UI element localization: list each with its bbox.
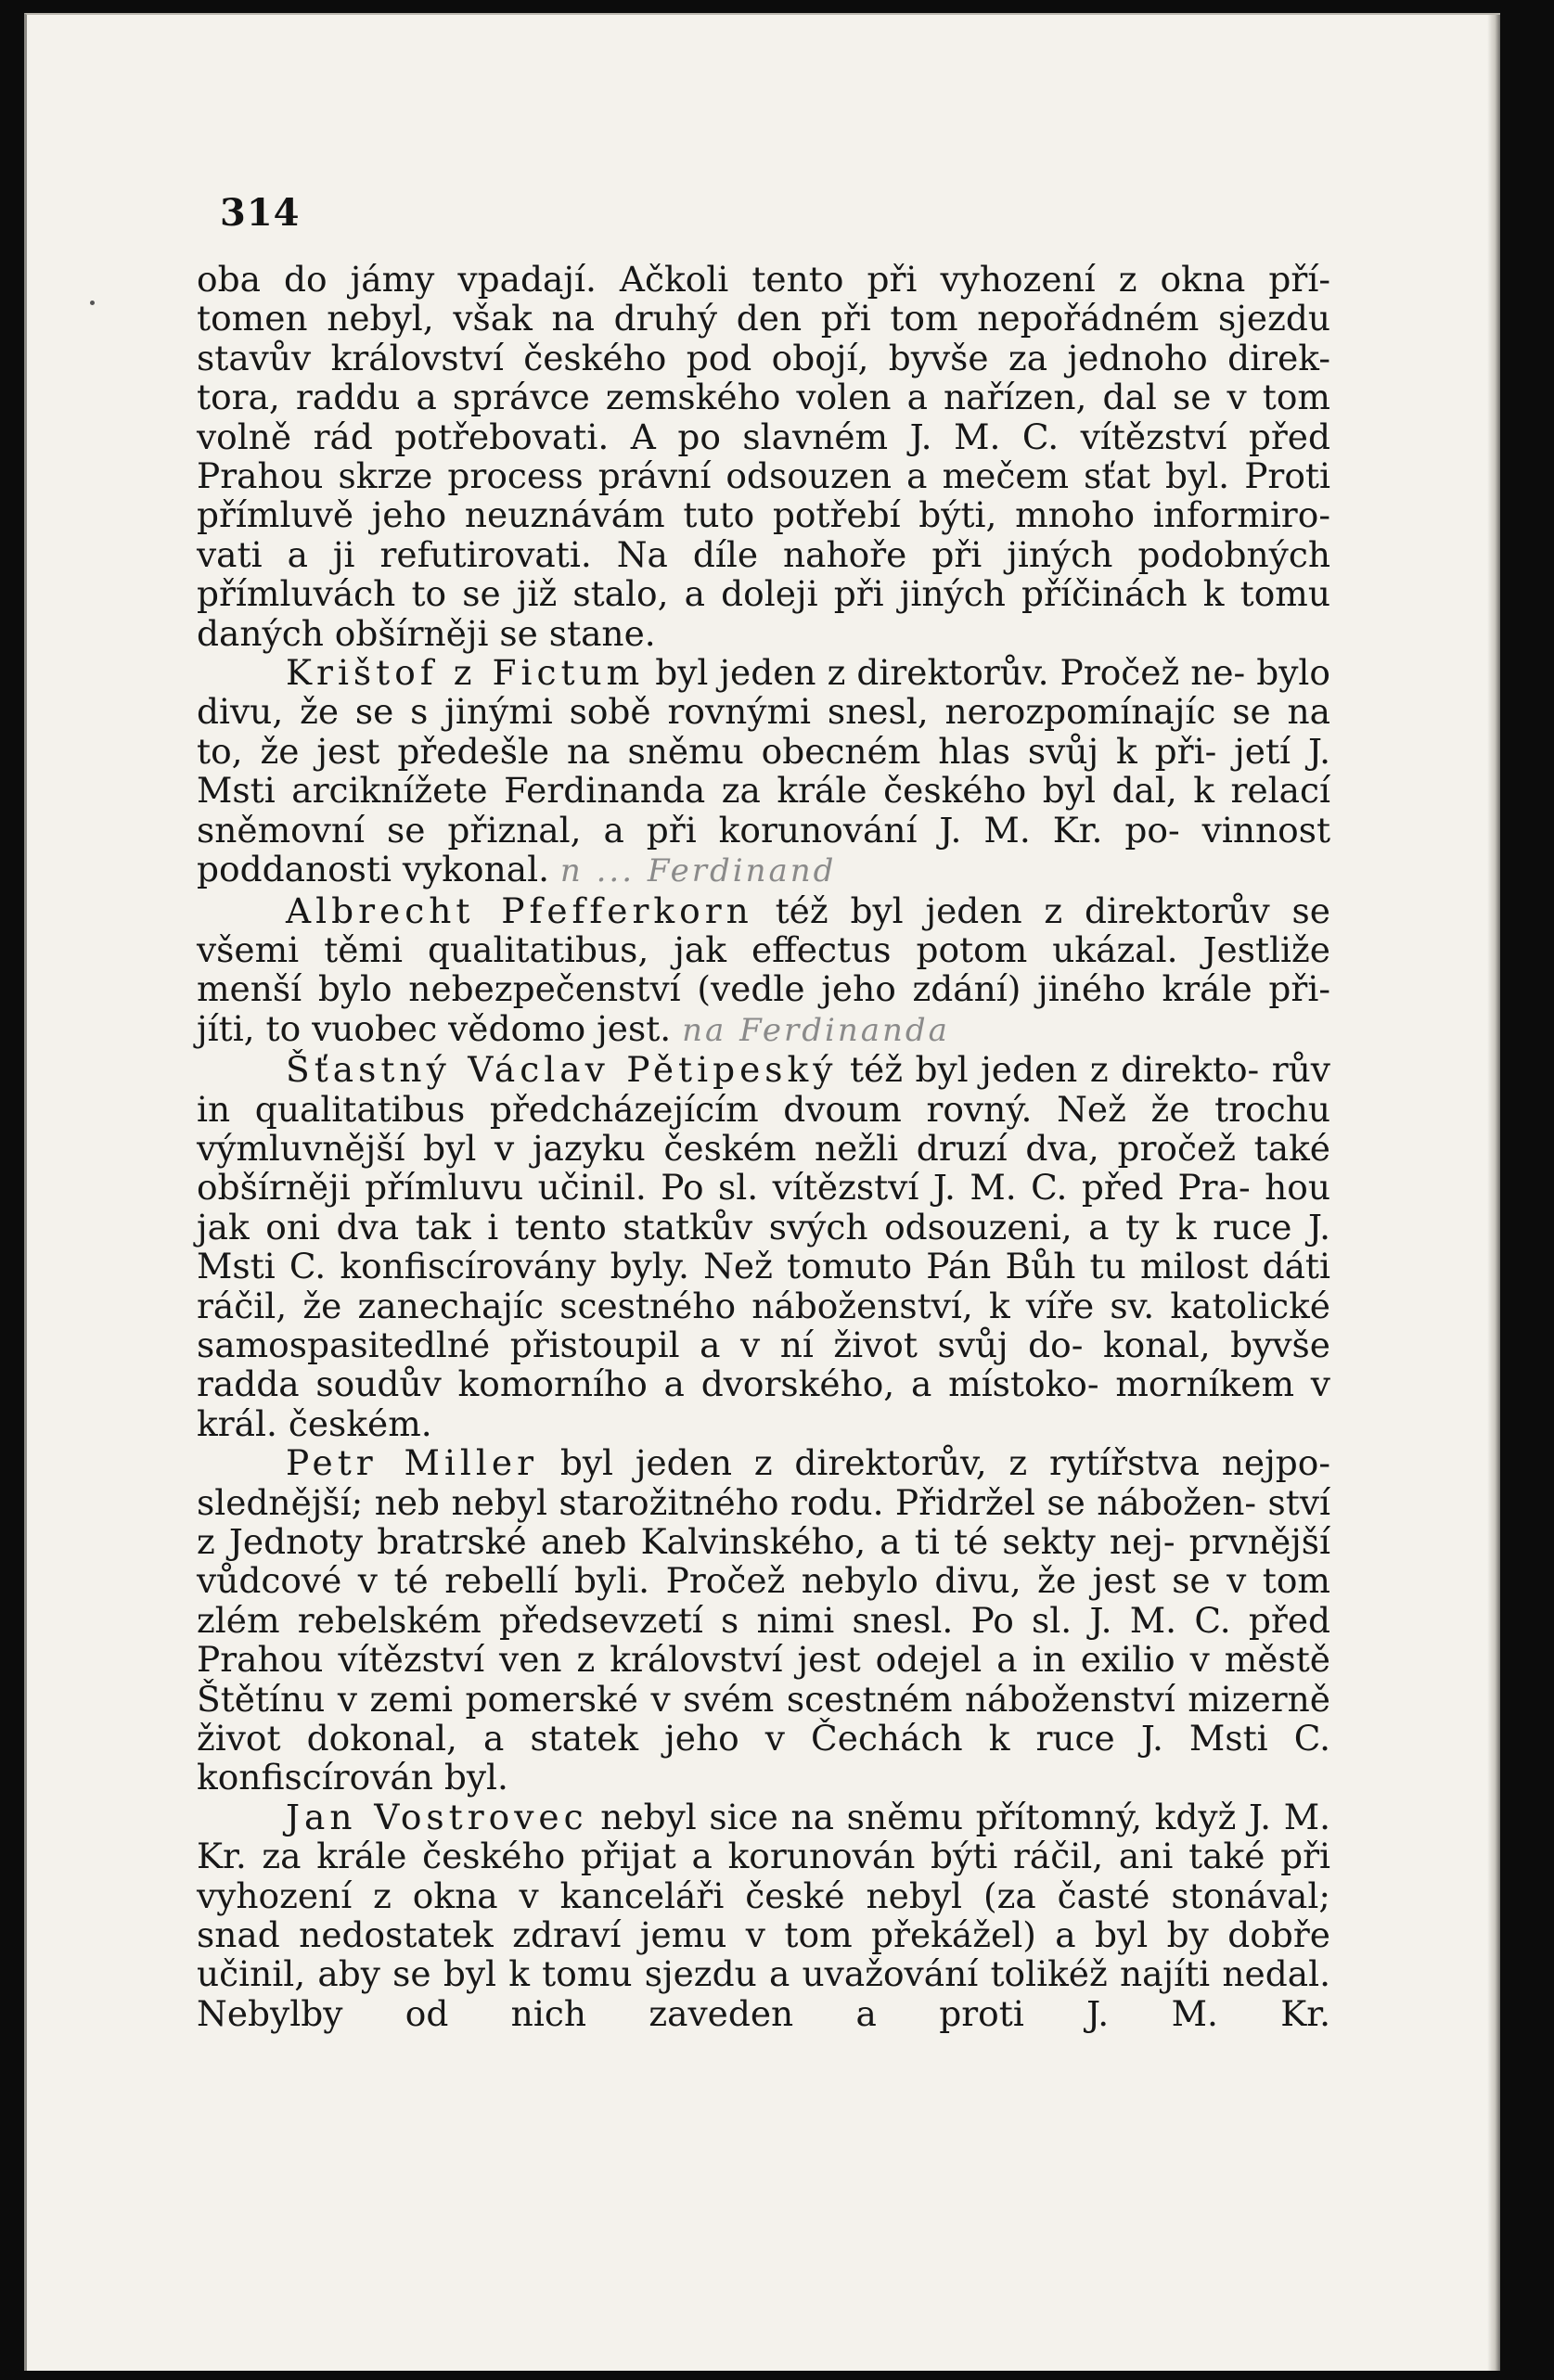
person-name: Jan Vostrovec (286, 1796, 588, 1837)
paragraph-petr (197, 1443, 1330, 1798)
paragraph-stastny (197, 1050, 1330, 1443)
text-line: konal, byvše radda soudův komorního a dvorského, a místoko- (197, 1324, 1330, 1405)
text-line: též byl jeden z direkto- (837, 1049, 1260, 1091)
text-block (197, 260, 1330, 2033)
person-name: Albrecht Pfefferkorn (286, 889, 753, 931)
text-line: M. C. před Prahou vítězství ven z království jest odejel a (197, 1599, 1331, 1681)
text-line: slednější; neb nebyl starožitného rodu. Přidržel se nábožen- (197, 1481, 1257, 1523)
pencil-annotation: na Ferdinanda (682, 1011, 950, 1049)
text-line: nebyl sice na sněmu přítomný, když (587, 1796, 1237, 1837)
text-line: oba do jámy vpadají. Ačkoli tento při vyhození z okna pří- (197, 259, 1330, 300)
text-line: výmluvnější byl v jazyku českém nežli druzí dva, pročež také (197, 1127, 1330, 1169)
text-line: by dobře učinil, aby se byl k tomu sjezdu a uvažování tolikéž (197, 1914, 1330, 1995)
text-line: ství z Jednoty bratrské aneb Kalvinského, a ti té sekty nej- (197, 1481, 1330, 1562)
paragraph-kristof (197, 653, 1330, 890)
text-line: prvnější vůdcové v té rebellí byli. Pročež nebylo divu, že jest (197, 1521, 1330, 1602)
text-line: rův in qualitatibus předcházejícím dvoum rovný. Než že trochu (197, 1049, 1330, 1130)
text-line: daných obšírněji se stane. (197, 612, 656, 654)
text-line: tomen nebyl, však na druhý den při tom nepořádném sjezdu (197, 298, 1330, 339)
text-line: sv. katolické samospasitedlné přistoupil a v ní život svůj do- (197, 1285, 1331, 1365)
paragraph-1 (197, 260, 1330, 653)
text-line: jíti, to vuobec vědomo jest. (197, 1007, 672, 1049)
text-line: byl jeden z direktorův, z rytířstva nejpo- (538, 1442, 1330, 1484)
text-line: stavův království českého pod obojí, byvše za jednoho direk- (197, 337, 1330, 378)
paragraph-albrecht (197, 891, 1330, 1051)
text-line: bylo divu, že se s jinými sobě rovnými snesl, nerozpomínajíc (197, 652, 1330, 733)
page-gutter-edge (1487, 15, 1500, 2371)
person-name: Petr Miller (286, 1442, 539, 1484)
text-line: volně rád potřebovati. A po slavném J. M. C. vítězství před (197, 416, 1330, 457)
text-line: všemi těmi qualitatibus, jak effectus potom ukázal. Jestliže (197, 928, 1330, 970)
text-line: k ruce J. Msti C. konfiscírován byl. (197, 1718, 1330, 1798)
text-line: k relací sněmovní se přiznal, a při korunování J. M. Kr. po- (197, 770, 1331, 851)
text-line: tu milost dáti ráčil, že zanechajíc scestného náboženství, k víře (197, 1246, 1330, 1326)
text-line: jetí J. Msti arciknížete Ferdinanda za krále českého byl dal, (197, 730, 1330, 812)
text-line: obšírněji přímluvu učinil. Po sl. vítězství J. M. C. před Pra- (197, 1167, 1251, 1209)
text-line: se na to, že jest předešle na sněmu obecném hlas svůj k při- (197, 691, 1330, 772)
text-line: také při vyhození z okna v kanceláři české nebyl (za časté (197, 1836, 1331, 1916)
person-name: Šťastný Václav Pětipeský (286, 1049, 838, 1091)
page-number: 314 (220, 191, 301, 235)
text-line: náboženství mizerně život dokonal, a statek jeho v Čechách (197, 1678, 1330, 1759)
text-line: J. M. Kr. za krále českého přijat a korunován býti ráčil, ani (197, 1796, 1331, 1877)
text-line: k ruce J. Msti C. konfiscírovány byly. Než tomuto Pán Bůh (197, 1206, 1330, 1287)
text-line: in exilio v městě Štětínu v zemi pomerské v svém scestném (197, 1639, 1330, 1720)
person-name: Krištof z Fictum (286, 652, 645, 694)
text-line: hou jak oni dva tak i tento statkův svých odsouzeni, a ty (197, 1167, 1330, 1248)
margin-dot-mark (90, 301, 95, 305)
text-line: morníkem v král. českém. (197, 1363, 1330, 1444)
text-line: Prahou skrze process právní odsouzen a mečem sťat byl. Proti (197, 455, 1330, 497)
text-line: přímluvách to se již stalo, a doleji při jiných příčinách k tomu (197, 573, 1330, 615)
paragraph-jan (197, 1798, 1330, 2033)
pencil-annotation: n ... Ferdinand (559, 852, 837, 890)
text-line: vati a ji refutirovati. Na díle nahoře při jiných podobných (197, 533, 1330, 575)
text-line: stonával; snad nedostatek zdraví jemu v tom překážel) a byl (197, 1875, 1330, 1956)
text-line: tora, raddu a správce zemského volen a nařízen, dal se v tom (197, 377, 1330, 418)
text-line: byl jeden z direktorův. Pročež ne- (644, 652, 1246, 694)
text-line: menší bylo nebezpečenství (vedle jeho zdání) jiného krále při- (197, 968, 1330, 1010)
text-line: najíti nedal. Nebylby od nich zaveden a proti J. M. Kr. (197, 1953, 1331, 2034)
text-line: vinnost poddanosti vykonal. (197, 809, 1331, 890)
text-line: přímluvě jeho neuznávám tuto potřebí býti, mnoho informiro- (197, 494, 1330, 536)
text-line: též byl jeden z direktorův se (752, 889, 1330, 931)
text-line: se v tom zlém rebelském předsevzetí s nimi snesl. Po sl. J. (197, 1560, 1330, 1641)
